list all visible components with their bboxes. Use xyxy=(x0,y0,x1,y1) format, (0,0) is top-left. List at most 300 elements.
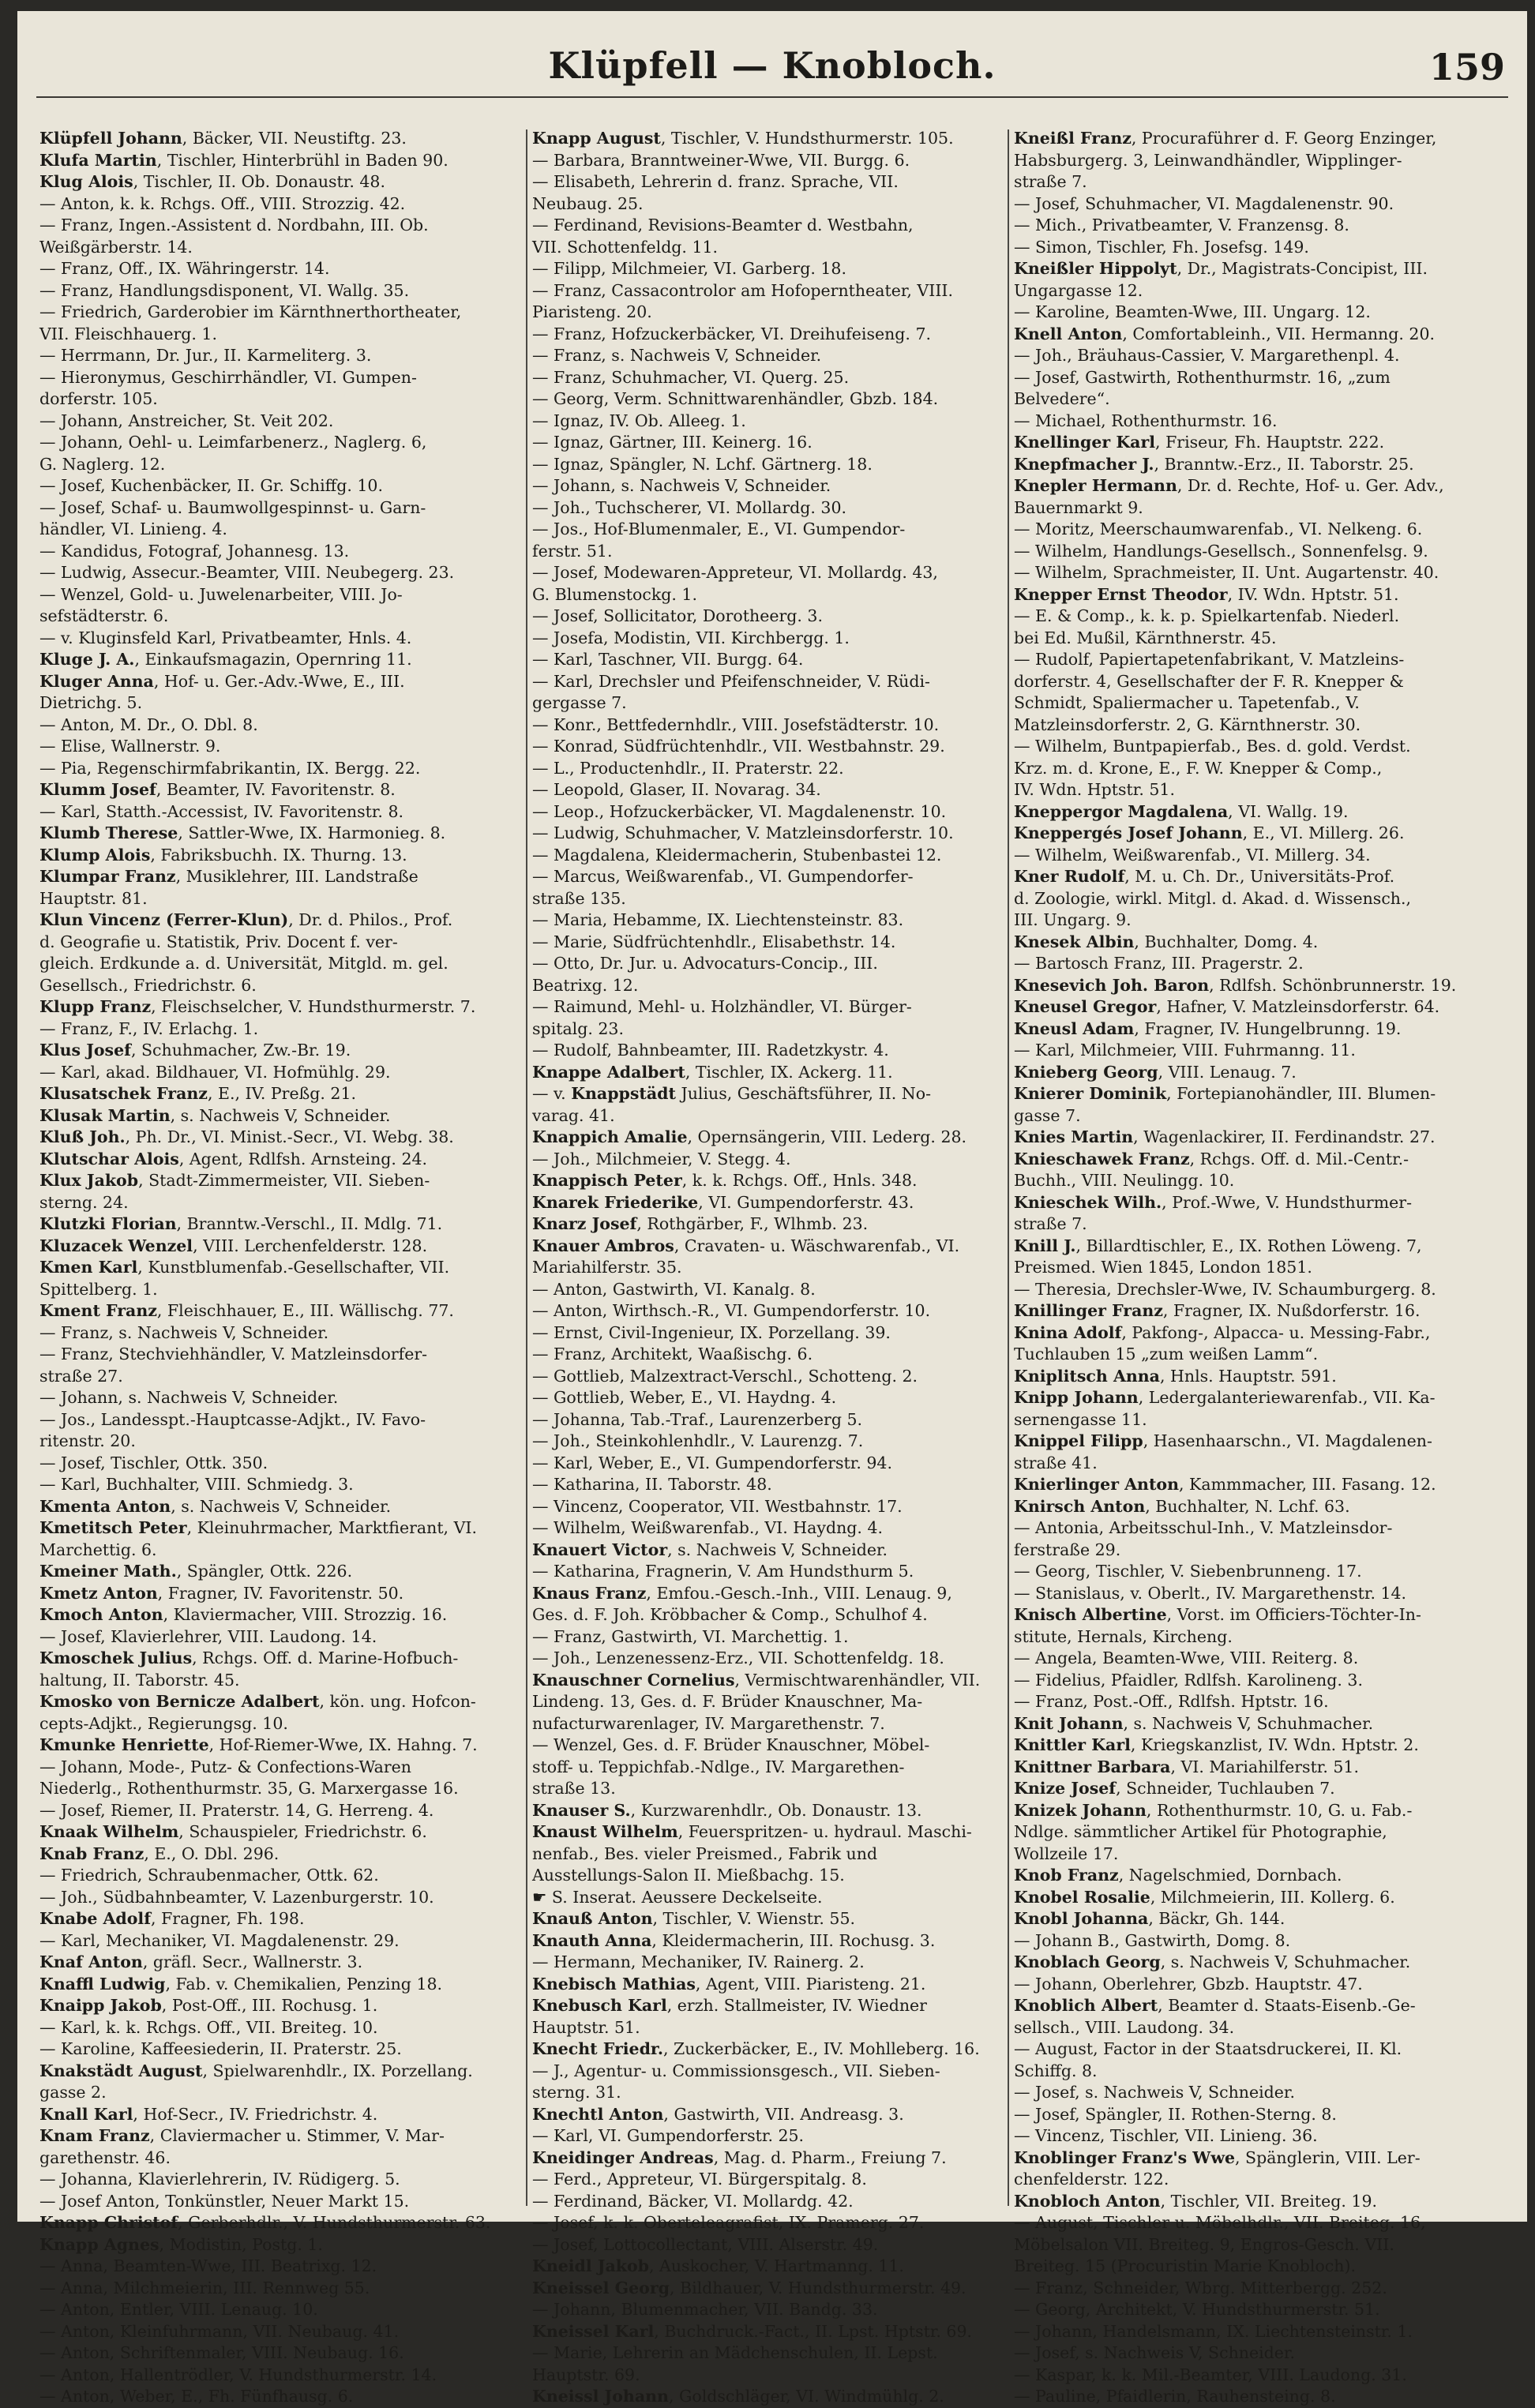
directory-entry-line: Kneißler Hippolyt, Dr., Magistrats-Concipist, III. xyxy=(1014,259,1428,278)
directory-entry-line: — Filipp, Milchmeier, VI. Garberg. 18. xyxy=(532,259,846,278)
directory-entry-line: — Anton, M. Dr., O. Dbl. 8. xyxy=(39,715,258,734)
directory-entry-line: — Leop., Hofzuckerbäcker, VI. Magdalenenstr. 10. xyxy=(532,801,947,821)
directory-entry-line: stoff- u. Teppichfab.-Ndlge., IV. Margarethen- xyxy=(532,1757,905,1776)
directory-entry-line: — Franz, Cassacontrolor am Hofoperntheater, VIII. xyxy=(532,280,954,300)
directory-entry-line: — Josef, k. k. Oberteleagrafist, IX. Pramerg. 27. xyxy=(532,2213,925,2232)
directory-entry-line: Schiffg. 8. xyxy=(1014,2061,1098,2080)
directory-entry-line: — E. & Comp., k. k. p. Spielkartenfab. Niederl. xyxy=(1014,606,1400,625)
directory-entry-line: Matzleinsdorferstr. 2, G. Kärnthnerstr. 30. xyxy=(1014,715,1361,734)
directory-entry-line: — Barbara, Branntweiner-Wwe, VII. Burgg. 6. xyxy=(532,150,910,170)
directory-entry-line: — August, Tischler u. Möbelhdlr., VII. Breiteg. 16, xyxy=(1014,2213,1426,2232)
directory-entry-line: straße 7. xyxy=(1014,172,1087,191)
directory-entry-line: Knakstädt August, Spielwarenhdlr., IX. Porzellang. xyxy=(39,2061,473,2080)
directory-entry-line: d. Geografie u. Statistik, Priv. Docent f. ver- xyxy=(39,932,398,951)
directory-entry-line: Knellinger Karl, Friseur, Fh. Hauptstr. 222. xyxy=(1014,433,1385,452)
directory-entry-line: Knechtl Anton, Gastwirth, VII. Andreasg. 3. xyxy=(532,2104,904,2124)
directory-entry-line: Klupp Franz, Fleischselcher, V. Hundsthurmerstr. 7. xyxy=(39,997,476,1016)
directory-entry-line: — Georg, Verm. Schnittwarenhändler, Gbzb. 184. xyxy=(532,389,939,408)
directory-entry-line: sterng. 31. xyxy=(532,2083,621,2102)
directory-entry-line: — L., Productenhdlr., II. Praterstr. 22. xyxy=(532,758,844,778)
directory-entry-line: sernengasse 11. xyxy=(1014,1409,1147,1429)
directory-entry-line: Tuchlauben 15 „zum weißen Lamm“. xyxy=(1014,1345,1319,1363)
directory-entry-line: Knauschner Cornelius, Vermischtwarenhändler, VII. xyxy=(532,1670,981,1690)
directory-entry-line: gasse 2. xyxy=(39,2083,107,2102)
directory-entry-line: Knierer Dominik, Fortepianohändler, III. Blumen- xyxy=(1014,1084,1436,1103)
directory-entry-line: — Marie, Südfrüchtenhdlr., Elisabethstr. 14. xyxy=(532,932,896,951)
directory-entry-line: ritenstr. 20. xyxy=(39,1431,136,1450)
directory-entry-line: — Karl, k. k. Rchgs. Off., VII. Breiteg. 10. xyxy=(39,2017,378,2037)
directory-entry-line: — Pia, Regenschirmfabrikantin, IX. Bergg. 22. xyxy=(39,758,421,778)
directory-entry-line: gasse 7. xyxy=(1014,1105,1081,1125)
directory-entry-line: Knam Franz, Claviermacher u. Stimmer, V. Mar- xyxy=(39,2126,445,2145)
directory-entry-line: — Franz, Stechviehhändler, V. Matzleinsdorfer- xyxy=(39,1345,428,1363)
directory-entry-line: Kner Rudolf, M. u. Ch. Dr., Universitäts-Prof. xyxy=(1014,867,1395,886)
directory-entry-line: — Rudolf, Papiertapetenfabrikant, V. Matzleins- xyxy=(1014,650,1405,669)
directory-entry-line: Klumb Therese, Sattler-Wwe, IX. Harmonieg. 8. xyxy=(39,823,446,842)
directory-entry-line: — Pauline, Pfaidlerin, Rauhensteing. 8. xyxy=(1014,2387,1336,2406)
directory-entry-line: — Franz, Gastwirth, VI. Marchettig. 1. xyxy=(532,1626,849,1646)
directory-entry-line: III. Ungarg. 9. xyxy=(1014,910,1132,929)
directory-entry-line: Knob Franz, Nagelschmied, Dornbach. xyxy=(1014,1866,1342,1885)
directory-entry-line: Knesek Albin, Buchhalter, Domg. 4. xyxy=(1014,932,1319,951)
directory-entry-line: bei Ed. Mußil, Kärnthnerstr. 45. xyxy=(1014,628,1277,647)
directory-entry-line: — Raimund, Mehl- u. Holzhändler, VI. Bürger- xyxy=(532,997,912,1016)
directory-entry-line: Kneissel Georg, Bildhauer, V. Hundsthurmerstr. 49. xyxy=(532,2278,966,2297)
directory-entry-line: — Johann, s. Nachweis V, Schneider. xyxy=(39,1388,339,1407)
directory-entry-line: Knarz Josef, Rothgärber, F., Wlhmb. 23. xyxy=(532,1214,869,1233)
directory-entry-line: Gesellsch., Friedrichstr. 6. xyxy=(39,975,257,995)
directory-entry-line: Knaust Wilhelm, Feuerspritzen- u. hydraul. Maschi- xyxy=(532,1822,972,1841)
directory-entry-line: Knieschawek Franz, Rchgs. Off. d. Mil.-Centr.- xyxy=(1014,1149,1409,1168)
directory-entry-line: — Josef, Kuchenbäcker, II. Gr. Schiffg. 10. xyxy=(39,476,383,495)
directory-entry-line: — Jos., Hof-Blumenmaler, E., VI. Gumpendor- xyxy=(532,519,906,538)
directory-entry-line: Klumm Josef, Beamter, IV. Favoritenstr. 8. xyxy=(39,780,396,799)
directory-entry-line: Knaak Wilhelm, Schauspieler, Friedrichstr. 6. xyxy=(39,1822,427,1841)
directory-entry-line: Wollzeile 17. xyxy=(1014,1844,1119,1863)
directory-entry-line: — Karl, Drechsler und Pfeifenschneider, V. Rüdi- xyxy=(532,671,930,691)
directory-entry-line: — Vincenz, Cooperator, VII. Westbahnstr. 17. xyxy=(532,1496,903,1516)
directory-entry-line: — Karl, Buchhalter, VIII. Schmiedg. 3. xyxy=(39,1475,354,1494)
directory-entry-line: — Konrad, Südfrüchtenhdlr., VII. Westbahnstr. 29. xyxy=(532,737,945,756)
directory-entry-line: — Bartosch Franz, III. Pragerstr. 2. xyxy=(1014,954,1304,973)
directory-entry-line: Knittler Karl, Kriegskanzlist, IV. Wdn. Hptstr. 2. xyxy=(1014,1735,1419,1754)
directory-entry-line: Knit Johann, s. Nachweis V, Schuhmacher. xyxy=(1014,1713,1374,1733)
directory-entry-line: — Friedrich, Schraubenmacher, Ottk. 62. xyxy=(39,1866,379,1885)
directory-entry-line: Knapp Christof, Gerberhdlr., V. Hundsthurmerstr. 63. xyxy=(39,2213,491,2232)
directory-entry-line: Knappe Adalbert, Tischler, IX. Ackerg. 11. xyxy=(532,1062,893,1082)
page-title: Klüpfell — Knobloch. xyxy=(548,44,996,87)
directory-entry-line: — Josef, s. Nachweis V, Schneider. xyxy=(1014,2343,1295,2362)
directory-entry-line: Knillinger Franz, Fragner, IX. Nußdorferstr. 16. xyxy=(1014,1301,1421,1320)
directory-entry-line: Knoblich Albert, Beamter d. Staats-Eisenb.-Ge- xyxy=(1014,1996,1416,2015)
directory-entry-line: Knepper Ernst Theodor, IV. Wdn. Hptstr. 51. xyxy=(1014,584,1399,604)
directory-entry-line: Breiteg. 15 (Procuristin Marie Knobloch). xyxy=(1014,2256,1356,2275)
directory-entry-line: — Karoline, Beamten-Wwe, III. Ungarg. 12. xyxy=(1014,302,1371,321)
directory-entry-line: Knittner Barbara, VI. Mariahilferstr. 51. xyxy=(1014,1757,1359,1776)
directory-entry-line: — Katharina, II. Taborstr. 48. xyxy=(532,1475,772,1494)
directory-entry-line: Habsburgerg. 3, Leinwandhändler, Wipplinger- xyxy=(1014,150,1402,170)
directory-entry-line: — Josef, Modewaren-Appreteur, VI. Mollardg. 43, xyxy=(532,563,938,582)
directory-entry-line: — Otto, Dr. Jur. u. Advocaturs-Concip., III. xyxy=(532,954,878,973)
directory-entry-line: — Josef, Tischler, Ottk. 350. xyxy=(39,1453,268,1472)
directory-entry-line: Ndlge. sämmtlicher Artikel für Photographie, xyxy=(1014,1822,1387,1841)
directory-entry-line: IV. Wdn. Hptstr. 51. xyxy=(1014,780,1175,799)
directory-entry-line: — Franz, Ingen.-Assistent d. Nordbahn, III. Ob. xyxy=(39,216,429,234)
directory-entry-line: Hauptstr. 81. xyxy=(39,888,148,908)
directory-column-3 xyxy=(1014,128,1513,2406)
directory-entry-line: Klutzki Florian, Branntw.-Verschl., II. Mdlg. 71. xyxy=(39,1214,443,1233)
directory-entry-line: Kneidl Jakob, Auskocher, V. Hartmanng. 11. xyxy=(532,2256,904,2275)
directory-entry-line: Knepfmacher J., Branntw.-Erz., II. Taborstr. 25. xyxy=(1014,454,1414,474)
directory-entry-line: — Josef, Sollicitator, Dorotheerg. 3. xyxy=(532,606,823,625)
directory-entry-line: Piaristeng. 20. xyxy=(532,302,652,321)
directory-entry-line: Möbelsalon VII. Breiteg. 9, Engros-Gesch. VII. xyxy=(1014,2234,1394,2254)
directory-entry-line: Knoblach Georg, s. Nachweis V, Schuhmacher. xyxy=(1014,1952,1411,1971)
directory-entry-line: Spittelberg. 1. xyxy=(39,1279,158,1299)
directory-entry-line: Kneusl Adam, Fragner, IV. Hungelbrunng. 19. xyxy=(1014,1018,1402,1038)
directory-entry-line: Klüpfell Johann, Bäcker, VII. Neustiftg. 23. xyxy=(39,129,407,148)
directory-entry-line: Knappisch Peter, k. k. Rchgs. Off., Hnls. 348. xyxy=(532,1171,918,1190)
directory-entry-line: — Joh., Steinkohlenhdlr., V. Laurenzg. 7. xyxy=(532,1431,864,1450)
directory-entry-line: — Karl, akad. Bildhauer, VI. Hofmühlg. 29. xyxy=(39,1062,391,1082)
directory-entry-line: — Gottlieb, Weber, E., VI. Haydng. 4. xyxy=(532,1388,837,1407)
directory-page xyxy=(17,11,1527,2406)
directory-entry-line: — Antonia, Arbeitsschul-Inh., V. Matzleinsdor- xyxy=(1014,1518,1393,1537)
directory-entry-line: straße 135. xyxy=(532,888,626,908)
directory-entry-line: — Gottlieb, Malzextract-Verschl., Schotteng. 2. xyxy=(532,1366,918,1386)
directory-entry-line: — Anton, Entler, VIII. Lenaug. 10. xyxy=(39,2300,318,2319)
directory-entry-line: Kneppergés Josef Johann, E., VI. Millerg. 26. xyxy=(1014,823,1405,842)
directory-entry-line: — Fidelius, Pfaidler, Rdlfsh. Karolineng. 3. xyxy=(1014,1670,1363,1690)
directory-entry-line: — Mich., Privatbeamter, V. Franzensg. 8. xyxy=(1014,216,1349,234)
directory-entry-line: Kneißl Franz, Procuraführer d. F. Georg Enzinger, xyxy=(1014,129,1437,148)
directory-entry-line: Kneppergor Magdalena, VI. Wallg. 19. xyxy=(1014,801,1349,821)
directory-entry-line: — Friedrich, Garderobier im Kärnthnerthortheater, xyxy=(39,302,462,321)
directory-entry-line: VII. Fleischhauerg. 1. xyxy=(39,324,217,343)
directory-entry-line: stitute, Hernals, Kircheng. xyxy=(1014,1626,1233,1646)
directory-entry-line: VII. Schottenfeldg. 11. xyxy=(532,237,719,257)
directory-entry-line: Klufa Martin, Tischler, Hinterbrühl in Baden 90. xyxy=(39,150,448,170)
directory-entry-line: Kluzacek Wenzel, VIII. Lerchenfelderstr. 128. xyxy=(39,1236,428,1255)
directory-entry-line: Kmetitsch Peter, Kleinuhrmacher, Marktfierant, VI. xyxy=(39,1518,478,1537)
directory-entry-line: Kluger Anna, Hof- u. Ger.-Adv.-Wwe, E., III. xyxy=(39,671,405,691)
directory-entry-line: — Franz, Hofzuckerbäcker, VI. Dreihufeiseng. 7. xyxy=(532,324,932,343)
directory-entry-line: — Katharina, Fragnerin, V. Am Hundsthurm 5. xyxy=(532,1562,914,1581)
directory-entry-line: cepts-Adjkt., Regierungsg. 10. xyxy=(39,1713,288,1733)
directory-entry-line: Knaus Franz, Emfou.-Gesch.-Inh., VIII. Lenaug. 9, xyxy=(532,1583,952,1603)
directory-entry-line: Bauernmarkt 9. xyxy=(1014,497,1143,517)
directory-entry-line: — Hieronymus, Geschirrhändler, VI. Gumpen- xyxy=(39,367,417,387)
directory-entry-line: — Elise, Wallnerstr. 9. xyxy=(39,737,221,756)
directory-entry-line: — Simon, Tischler, Fh. Josefsg. 149. xyxy=(1014,237,1309,257)
directory-entry-line: — Ludwig, Assecur.-Beamter, VIII. Neubegerg. 23. xyxy=(39,563,455,582)
directory-entry-line: ferstr. 51. xyxy=(532,541,613,561)
directory-entry-line: G. Blumenstockg. 1. xyxy=(532,584,697,604)
directory-entry-line: Knapp August, Tischler, V. Hundsthurmerstr. 105. xyxy=(532,129,954,148)
directory-entry-line: d. Zoologie, wirkl. Mitgl. d. Akad. d. Wissensch., xyxy=(1014,888,1412,908)
directory-entry-line: straße 27. xyxy=(39,1366,123,1386)
directory-entry-line: — August, Factor in der Staatsdruckerei, II. Kl. xyxy=(1014,2039,1402,2058)
directory-entry-line: straße 41. xyxy=(1014,1453,1098,1472)
directory-entry-line: — Franz, Post.-Off., Rdlfsh. Hptstr. 16. xyxy=(1014,1692,1329,1711)
directory-entry-line: Knies Martin, Wagenlackirer, II. Ferdinandstr. 27. xyxy=(1014,1127,1436,1146)
directory-entry-line: Knierlinger Anton, Kammmacher, III. Fasang. 12. xyxy=(1014,1475,1436,1494)
directory-entry-line: — Wilhelm, Sprachmeister, II. Unt. Augartenstr. 40. xyxy=(1014,563,1439,582)
directory-entry-line: garethenstr. 46. xyxy=(39,2147,171,2167)
directory-entry-line: — Johann, Handelsmann, IX. Liechtensteinstr. 1. xyxy=(1014,2321,1413,2341)
directory-entry-line: — Josef, Riemer, II. Praterstr. 14, G. Herreng. 4. xyxy=(39,1800,434,1820)
directory-entry-line: G. Naglerg. 12. xyxy=(39,454,166,474)
directory-entry-line: — Michael, Rothenthurmstr. 16. xyxy=(1014,411,1278,430)
directory-entry-line: Kmoch Anton, Klaviermacher, VIII. Strozzig. 16. xyxy=(39,1605,448,1624)
directory-entry-line: Lindeng. 13, Ges. d. F. Brüder Knauschner, Ma- xyxy=(532,1692,923,1711)
directory-entry-line: — Karl, Milchmeier, VIII. Fuhrmanng. 11. xyxy=(1014,1041,1356,1060)
directory-entry-line: Kneissel Karl, Buchdruck.-Fact., II. Lpst. Hptstr. 69. xyxy=(532,2321,973,2341)
directory-entry-line: — Ferdinand, Revisions-Beamter d. Westbahn, xyxy=(532,216,914,234)
directory-entry-line: — Joh., Lenzenessenz-Erz., VII. Schottenfeldg. 18. xyxy=(532,1648,944,1667)
directory-entry-line: Knauert Victor, s. Nachweis V, Schneider. xyxy=(532,1540,888,1559)
directory-entry-line: Hauptstr. 69. xyxy=(532,2365,640,2384)
directory-entry-line: nenfab., Bes. vieler Preismed., Fabrik und xyxy=(532,1844,878,1863)
directory-entry-line: — Anton, Wirthsch.-R., VI. Gumpendorferstr. 10. xyxy=(532,1301,931,1320)
directory-entry-line: — Anton, Hallentrödler, V. Hundsthurmerstr. 14. xyxy=(39,2365,437,2384)
directory-entry-line: — Marie, Lehrerin an Mädchenschulen, II. Lepst. xyxy=(532,2343,938,2362)
directory-entry-line: — Franz, s. Nachweis V, Schneider. xyxy=(532,346,822,365)
directory-entry-line: — Johann, Blumenmacher, VII. Bandg. 33. xyxy=(532,2300,878,2319)
directory-entry-line: — Josef, Gastwirth, Rothenthurmstr. 16, „zum xyxy=(1014,367,1391,387)
directory-entry-line: — Wenzel, Gold- u. Juwelenarbeiter, VIII. Jo- xyxy=(39,584,403,604)
directory-entry-line: Kmunke Henriette, Hof-Riemer-Wwe, IX. Hahng. 7. xyxy=(39,1735,478,1754)
directory-entry-line: Weißgärberstr. 14. xyxy=(39,237,193,257)
directory-entry-line: — Karoline, Kaffeesiederin, II. Praterstr. 25. xyxy=(39,2039,402,2058)
directory-entry-line: händler, VI. Linieng. 4. xyxy=(39,519,227,538)
directory-entry-line: — Georg, Tischler, V. Siebenbrunneng. 17. xyxy=(1014,1562,1362,1581)
directory-entry-line: Knizek Johann, Rothenthurmstr. 10, G. u. Fab.- xyxy=(1014,1800,1413,1820)
directory-entry-line: — Josef, Lottocollectant, VIII. Alserstr. 49. xyxy=(532,2234,879,2254)
page-number: 159 xyxy=(1428,46,1505,88)
directory-entry-line: straße 13. xyxy=(532,1779,616,1798)
directory-entry-line: — Ferdinand, Bäcker, VI. Mollardg. 42. xyxy=(532,2191,854,2211)
directory-entry-line: Kmosko von Bernicze Adalbert, kön. ung. Hofcon- xyxy=(39,1692,476,1711)
directory-entry-line: Kment Franz, Fleischhauer, E., III. Wällischg. 77. xyxy=(39,1301,454,1320)
directory-entry-line: — Vincenz, Tischler, VII. Linieng. 36. xyxy=(1014,2126,1318,2145)
directory-entry-line: — Franz, F., IV. Erlachg. 1. xyxy=(39,1018,259,1038)
directory-entry-line: nufacturwarenlager, IV. Margarethenstr. 7. xyxy=(532,1713,885,1733)
directory-entry-line: — Joh., Bräuhaus-Cassier, V. Margarethenpl. 4. xyxy=(1014,346,1400,365)
directory-entry-line: Knappich Amalie, Opernsängerin, VIII. Lederg. 28. xyxy=(532,1127,967,1146)
directory-entry-line: Beatrixg. 12. xyxy=(532,975,639,995)
directory-entry-line: Mariahilferstr. 35. xyxy=(532,1258,682,1277)
directory-entry-line: — Josef, Spängler, II. Rothen-Sterng. 8. xyxy=(1014,2104,1337,2124)
directory-entry-line: — Theresia, Drechsler-Wwe, IV. Schaumburgerg. 8. xyxy=(1014,1279,1436,1299)
directory-entry-line: Knirsch Anton, Buchhalter, N. Lchf. 63. xyxy=(1014,1496,1350,1516)
directory-entry-line: — Johanna, Tab.-Traf., Laurenzerberg 5. xyxy=(532,1409,863,1429)
directory-entry-line: — Kaspar, k. k. Mil.-Beamter, VIII. Laudong. 31. xyxy=(1014,2365,1407,2384)
directory-entry-line: — Ignaz, Gärtner, III. Keinerg. 16. xyxy=(532,433,813,452)
directory-entry-line: Klug Alois, Tischler, II. Ob. Donaustr. 48. xyxy=(39,172,385,191)
directory-entry-line: Knarek Friederike, VI. Gumpendorferstr. 43. xyxy=(532,1192,914,1212)
directory-column-1 xyxy=(39,128,527,2406)
directory-entry-line: — Joh., Tuchscherer, VI. Mollardg. 30. xyxy=(532,497,847,517)
directory-entry-line: — Rudolf, Bahnbeamter, III. Radetzkystr. 4. xyxy=(532,1041,889,1060)
directory-entry-line: — Magdalena, Kleidermacherin, Stubenbastei 12. xyxy=(532,845,942,865)
directory-entry-line: Knize Josef, Schneider, Tuchlauben 7. xyxy=(1014,1779,1335,1798)
directory-entry-line: — Wilhelm, Weißwarenfab., VI. Millerg. 34. xyxy=(1014,845,1371,865)
directory-entry-line: Kneusel Gregor, Hafner, V. Matzleinsdorferstr. 64. xyxy=(1014,997,1440,1016)
directory-entry-line: Ausstellungs-Salon II. Mießbachg. 15. xyxy=(532,1866,845,1885)
directory-entry-line: Knall Karl, Hof-Secr., IV. Friedrichstr. 4. xyxy=(39,2104,378,2124)
directory-entry-line: Knill J., Billardtischler, E., IX. Rothen Löweng. 7, xyxy=(1014,1236,1422,1255)
directory-entry-line: Klusak Martin, s. Nachweis V, Schneider. xyxy=(39,1105,391,1125)
directory-entry-line: — Anton, Weber, E., Fh. Fünfhausg. 6. xyxy=(39,2387,354,2406)
directory-entry-line: Knell Anton, Comfortableinh., VII. Hermanng. 20. xyxy=(1014,324,1436,343)
directory-entry-line: Knobel Rosalie, Milchmeierin, III. Kollerg. 6. xyxy=(1014,1887,1395,1907)
directory-entry-line: — v. Kluginsfeld Karl, Privatbeamter, Hnls. 4. xyxy=(39,628,412,647)
directory-entry-line: — Karl, Weber, E., VI. Gumpendorferstr. 94. xyxy=(532,1453,892,1472)
directory-entry-line: — Johann, Oehl- u. Leimfarbenerz., Naglerg. 6, xyxy=(39,433,427,452)
directory-entry-line: Knecht Friedr., Zuckerbäcker, E., IV. Mohlleberg. 16. xyxy=(532,2039,980,2058)
directory-entry-line: — Ignaz, Spängler, N. Lchf. Gärtnerg. 18. xyxy=(532,454,873,474)
directory-entry-line: — Wenzel, Ges. d. F. Brüder Knauschner, Möbel- xyxy=(532,1735,930,1754)
directory-entry-line: — Konr., Bettfedernhdlr., VIII. Josefstädterstr. 10. xyxy=(532,715,940,734)
directory-entry-line: Klus Josef, Schuhmacher, Zw.-Br. 19. xyxy=(39,1041,351,1060)
directory-entry-line: — Johann B., Gastwirth, Domg. 8. xyxy=(1014,1930,1291,1950)
directory-entry-line: Kneidinger Andreas, Mag. d. Pharm., Freiung 7. xyxy=(532,2147,947,2167)
directory-entry-line: — Karl, Statth.-Accessist, IV. Favoritenstr. 8. xyxy=(39,801,404,821)
directory-column-2 xyxy=(532,128,1004,2406)
directory-entry-line: Knauer Ambros, Cravaten- u. Wäschwarenfab., VI. xyxy=(532,1236,960,1255)
directory-entry-line: — Josef, Schuhmacher, VI. Magdalenenstr. 90. xyxy=(1014,193,1394,213)
directory-entry-line: Klusatschek Franz, E., IV. Preßg. 21. xyxy=(39,1084,357,1103)
directory-entry-line: — Johanna, Klavierlehrerin, IV. Rüdigerg. 5. xyxy=(39,2170,400,2189)
directory-entry-line: Knaipp Jakob, Post-Off., III. Rochusg. 1. xyxy=(39,1996,378,2015)
directory-entry-line: sterng. 24. xyxy=(39,1192,129,1212)
directory-entry-line: — Herrmann, Dr. Jur., II. Karmeliterg. 3. xyxy=(39,346,372,365)
directory-entry-line: — Johann, Mode-, Putz- & Confections-Waren xyxy=(39,1757,411,1776)
directory-entry-line: Kniplitsch Anna, Hnls. Hauptstr. 591. xyxy=(1014,1366,1337,1386)
directory-entry-line: Knaffl Ludwig, Fab. v. Chemikalien, Penzing 18. xyxy=(39,1974,443,1994)
directory-entry-line: Klux Jakob, Stadt-Zimmermeister, VII. Sieben- xyxy=(39,1171,430,1190)
directory-entry-line: — Franz, Schneider, Wbrg. Mitterbergg. 252. xyxy=(1014,2278,1387,2297)
directory-entry-line: — Angela, Beamten-Wwe, VIII. Reiterg. 8. xyxy=(1014,1648,1359,1667)
directory-entry-line: — Franz, Handlungsdisponent, VI. Wallg. 35. xyxy=(39,280,410,300)
directory-entry-line: spitalg. 23. xyxy=(532,1018,624,1038)
directory-entry-line: Kluge J. A., Einkaufsmagazin, Opernring 11. xyxy=(39,650,412,669)
directory-entry-line: — Ignaz, IV. Ob. Alleeg. 1. xyxy=(532,411,746,430)
directory-entry-line: — Stanislaus, v. Oberlt., IV. Margarethenstr. 14. xyxy=(1014,1583,1407,1603)
directory-entry-line: Knoblinger Franz's Wwe, Spänglerin, VIII. Ler- xyxy=(1014,2147,1421,2167)
directory-entry-line: Niederlg., Rothenthurmstr. 35, G. Marxergasse 16. xyxy=(39,1779,459,1798)
directory-entry-line: — Josef, Schaf- u. Baumwollgespinnst- u. Garn- xyxy=(39,497,426,517)
directory-entry-line: — Johann, Anstreicher, St. Veit 202. xyxy=(39,411,334,430)
directory-entry-line: Krz. m. d. Krone, E., F. W. Knepper & Comp., xyxy=(1014,758,1383,778)
directory-entry-line: — Ludwig, Schuhmacher, V. Matzleinsdorferstr. 10. xyxy=(532,823,954,842)
directory-entry-line: — Anton, Schriftenmaler, VIII. Neubaug. 16. xyxy=(39,2343,404,2362)
directory-entry-line: Knina Adolf, Pakfong-, Alpacca- u. Messing-Fabr., xyxy=(1014,1322,1431,1342)
directory-entry-line: chenfelderstr. 122. xyxy=(1014,2170,1169,2189)
directory-entry-line: — Joh., Milchmeier, V. Stegg. 4. xyxy=(532,1149,791,1168)
directory-entry-line: — Jos., Landesspt.-Hauptcasse-Adjkt., IV. Favo- xyxy=(39,1409,426,1429)
directory-entry-line: — J., Agentur- u. Commissionsgesch., VII. Sieben- xyxy=(532,2061,940,2080)
directory-entry-line: varag. 41. xyxy=(532,1105,615,1125)
directory-entry-line: Knauser S., Kurzwarenhdlr., Ob. Donaustr. 13. xyxy=(532,1800,922,1820)
directory-entry-line: Schmidt, Spaliermacher u. Tapetenfab., V. xyxy=(1014,693,1360,712)
directory-entry-line: Knebusch Karl, erzh. Stallmeister, IV. Wiedner xyxy=(532,1996,927,2015)
header-rule xyxy=(36,96,1508,98)
directory-entry-line: straße 7. xyxy=(1014,1214,1087,1233)
directory-entry-line: — Maria, Hebamme, IX. Liechtensteinstr. 83. xyxy=(532,910,904,929)
directory-entry-line: Klumpar Franz, Musiklehrer, III. Landstraße xyxy=(39,867,418,886)
directory-entry-line: — Leopold, Glaser, II. Novarag. 34. xyxy=(532,780,821,799)
directory-entry-line: — Hermann, Mechaniker, IV. Rainerg. 2. xyxy=(532,1952,865,1971)
directory-entry-line: gleich. Erdkunde a. d. Universität, Mitgld. m. gel. xyxy=(39,954,448,973)
directory-entry-line: Preismed. Wien 1845, London 1851. xyxy=(1014,1258,1312,1277)
directory-entry-line: dorferstr. 105. xyxy=(39,389,158,408)
directory-entry-line: — Wilhelm, Weißwarenfab., VI. Haydng. 4. xyxy=(532,1518,884,1537)
directory-entry-line: — Elisabeth, Lehrerin d. franz. Sprache, VII. xyxy=(532,172,899,191)
directory-entry-line: — Franz, s. Nachweis V, Schneider. xyxy=(39,1322,329,1342)
directory-entry-line: Kneissl Johann, Goldschläger, VI. Windmühlg. 2. xyxy=(532,2387,944,2406)
directory-entry-line: Knepler Hermann, Dr. d. Rechte, Hof- u. Ger. Adv., xyxy=(1014,476,1444,495)
directory-entry-line: — Joh., Südbahnbeamter, V. Lazenburgerstr. 10. xyxy=(39,1887,434,1907)
directory-entry-line: Knebisch Mathias, Agent, VIII. Piaristeng. 21. xyxy=(532,1974,926,1994)
directory-entry-line: Knipp Johann, Ledergalanteriewarenfab., VII. Ka- xyxy=(1014,1388,1436,1407)
directory-entry-line: — Anna, Beamten-Wwe, III. Beatrixg. 12. xyxy=(39,2256,377,2275)
directory-entry-line: Kmen Karl, Kunstblumenfab.-Gesellschafter, VII. xyxy=(39,1258,450,1277)
directory-entry-line: — Anton, Gastwirth, VI. Kanalg. 8. xyxy=(532,1279,816,1299)
directory-entry-line: Marchettig. 6. xyxy=(39,1540,157,1559)
directory-entry-line: Knieberg Georg, VIII. Lenaug. 7. xyxy=(1014,1062,1297,1082)
directory-entry-line: Ungargasse 12. xyxy=(1014,280,1143,300)
directory-entry-line: sefstädterstr. 6. xyxy=(39,606,169,625)
directory-entry-line: Neubaug. 25. xyxy=(532,193,644,213)
directory-entry-line: — Karl, VI. Gumpendorferstr. 25. xyxy=(532,2126,805,2145)
directory-entry-line: Belvedere“. xyxy=(1014,389,1110,408)
directory-entry-line: — Karl, Taschner, VII. Burgg. 64. xyxy=(532,650,804,669)
directory-entry-line: Buchh., VIII. Neulingg. 10. xyxy=(1014,1171,1235,1190)
directory-entry-line: Kmoschek Julius, Rchgs. Off. d. Marine-Hofbuch- xyxy=(39,1648,459,1667)
directory-entry-line: Kmetz Anton, Fragner, IV. Favoritenstr. 50. xyxy=(39,1583,404,1603)
directory-entry-line: — Kandidus, Fotograf, Johannesg. 13. xyxy=(39,541,350,561)
directory-entry-line: Knobl Johanna, Bäckr, Gh. 144. xyxy=(1014,1909,1285,1928)
directory-entry-line: — Anton, Kleinfuhrmann, VII. Neubaug. 41. xyxy=(39,2321,400,2341)
directory-entry-line: Knobloch Anton, Tischler, VII. Breiteg. 19. xyxy=(1014,2191,1378,2211)
directory-entry-line: — Karl, Mechaniker, VI. Magdalenenstr. 29. xyxy=(39,1930,400,1950)
directory-entry-line: Knabe Adolf, Fragner, Fh. 198. xyxy=(39,1909,305,1928)
directory-entry-line: — Josefa, Modistin, VII. Kirchbergg. 1. xyxy=(532,628,850,647)
directory-entry-line: ☛ S. Inserat. Aeussere Deckelseite. xyxy=(532,1887,823,1907)
directory-entry-line: Knapp Agnes, Modistin, Postg. 1. xyxy=(39,2234,323,2254)
directory-entry-line: Knab Franz, E., O. Dbl. 296. xyxy=(39,1844,280,1863)
directory-entry-line: — Franz, Off., IX. Währingerstr. 14. xyxy=(39,259,330,278)
directory-entry-line: — Wilhelm, Handlungs-Gesellsch., Sonnenfelsg. 9. xyxy=(1014,541,1428,561)
directory-entry-line: — Georg, Architekt, V. Hundsthurmerstr. 51. xyxy=(1014,2300,1380,2319)
directory-entry-line: Kluß Joh., Ph. Dr., VI. Minist.-Secr., VI. Webg. 38. xyxy=(39,1127,454,1146)
directory-entry-line: Ges. d. F. Joh. Kröbbacher & Comp., Schulhof 4. xyxy=(532,1605,928,1624)
directory-entry-line: Dietrichg. 5. xyxy=(39,693,143,712)
directory-entry-line: sellsch., VIII. Laudong. 34. xyxy=(1014,2017,1235,2037)
directory-entry-line: — Anton, k. k. Rchgs. Off., VIII. Strozzig. 42. xyxy=(39,193,406,213)
directory-entry-line: Hauptstr. 51. xyxy=(532,2017,640,2037)
directory-entry-line: gergasse 7. xyxy=(532,693,627,712)
directory-entry-line: Knesevich Joh. Baron, Rdlfsh. Schönbrunnerstr. 19. xyxy=(1014,975,1457,995)
directory-entry-line: — Josef, s. Nachweis V, Schneider. xyxy=(1014,2083,1295,2102)
directory-entry-line: — Josef Anton, Tonkünstler, Neuer Markt 15. xyxy=(39,2191,410,2211)
directory-entry-line: — Johann, Oberlehrer, Gbzb. Hauptstr. 47. xyxy=(1014,1974,1363,1994)
directory-entry-line: Knippel Filipp, Hasenhaarschn., VI. Magdalenen- xyxy=(1014,1431,1432,1450)
directory-entry-line: — Ferd., Appreteur, VI. Bürgerspitalg. 8. xyxy=(532,2170,867,2189)
directory-entry-line: Kmenta Anton, s. Nachweis V, Schneider. xyxy=(39,1496,392,1516)
